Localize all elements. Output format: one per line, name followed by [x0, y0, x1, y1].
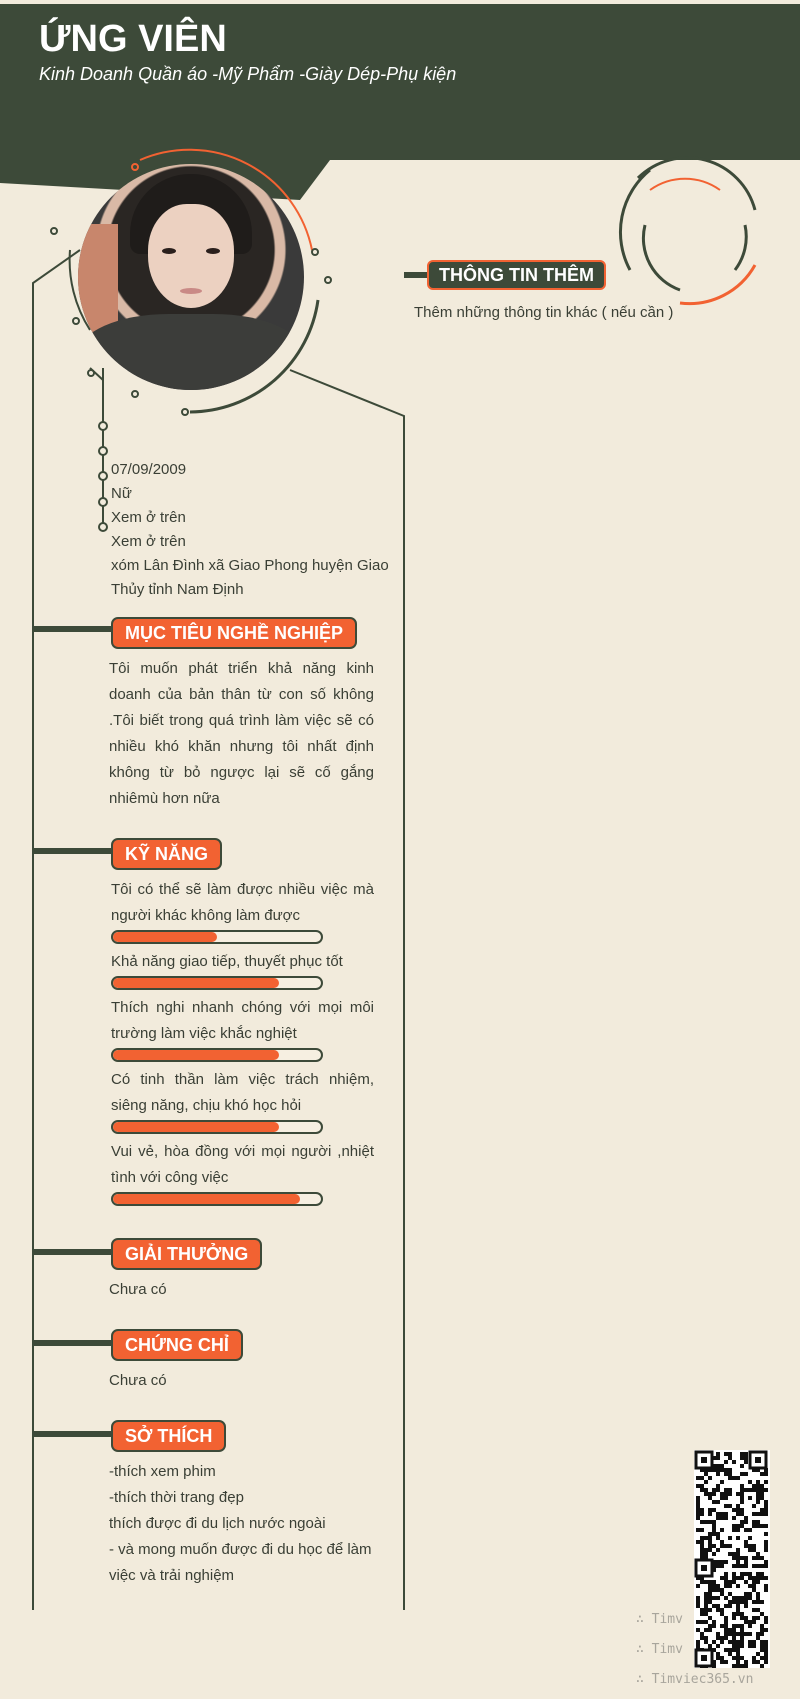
watermark-text: ∴ Timviec365.vn [636, 1672, 754, 1687]
awards-text: Chưa có [109, 1281, 167, 1298]
skill-bar-fill [113, 932, 217, 942]
hobby-line: - và mong muốn được đi du học để làm [109, 1541, 372, 1558]
watermark-text: ∴ Timv [636, 1612, 683, 1627]
gender: Nữ [111, 485, 132, 502]
skill-label: Tôi có thể sẽ làm được nhiều việc mà người khác không làm được [111, 881, 374, 924]
job-title: Kinh Doanh Quần áo -Mỹ Phẩm -Giày Dép-Phụ kiện [39, 64, 457, 84]
extra-info-text: Thêm những thông tin khác ( nếu cần ) [414, 304, 674, 321]
skill-label: Vui vẻ, hòa đồng với mọi người ,nhiệt tình với công việc [111, 1143, 374, 1186]
header-band [0, 0, 800, 200]
hobby-line: thích được đi du lịch nước ngoài [109, 1515, 326, 1532]
profile-photo [78, 164, 304, 390]
hobbies-heading: SỞ THÍCH [111, 1420, 226, 1452]
qr-code [694, 1450, 770, 1668]
skill-bar [111, 930, 323, 944]
objective-heading: MỤC TIÊU NGHỀ NGHIỆP [111, 617, 357, 649]
skill-bar [111, 976, 323, 990]
extra-info-heading: THÔNG TIN THÊM [427, 260, 606, 290]
birthdate: 07/09/2009 [111, 461, 187, 478]
skill-bar [111, 1192, 323, 1206]
skill-bar [111, 1048, 323, 1062]
skill-bar-fill [113, 1122, 279, 1132]
hobby-line: -thích thời trang đẹp [109, 1489, 244, 1506]
skills-heading: KỸ NĂNG [111, 838, 222, 870]
skill-bar [111, 1120, 323, 1134]
skill-label: Thích nghi nhanh chóng với mọi môi trường làm việc khắc nghiệt [111, 999, 374, 1042]
skill-label: Khả năng giao tiếp, thuyết phục tốt [111, 953, 343, 970]
skill-bar-fill [113, 1050, 279, 1060]
certificates-text: Chưa có [109, 1372, 167, 1389]
address: xóm Lân Đình xã Giao Phong huyện Giao Thủy tỉnh Nam Định [111, 557, 389, 598]
certificates-heading: CHỨNG CHỈ [111, 1329, 243, 1361]
phone: Xem ở trên [111, 509, 186, 526]
watermark-text: ∴ Timv [636, 1642, 683, 1657]
skill-bar-fill [113, 978, 279, 988]
skill-bar-fill [113, 1194, 300, 1204]
skill-label: Có tinh thần làm việc trách nhiệm, siêng năng, chịu khó học hỏi [111, 1071, 374, 1114]
hobby-line: việc và trải nghiệm [109, 1567, 235, 1584]
email: Xem ở trên [111, 533, 186, 550]
candidate-name: ỨNG VIÊN [39, 18, 227, 60]
hobby-line: -thích xem phim [109, 1463, 216, 1480]
objective-text: Tôi muốn phát triển khả năng kinh doanh của bản thân từ con số không .Tôi biết trong quá trình làm việc sẽ có nhiều khó khăn nhưng tôi nhất định không từ bỏ ngược lại sẽ cố gắng nhiêmù hơn nữa [109, 660, 374, 807]
awards-heading: GIẢI THƯỞNG [111, 1238, 262, 1270]
